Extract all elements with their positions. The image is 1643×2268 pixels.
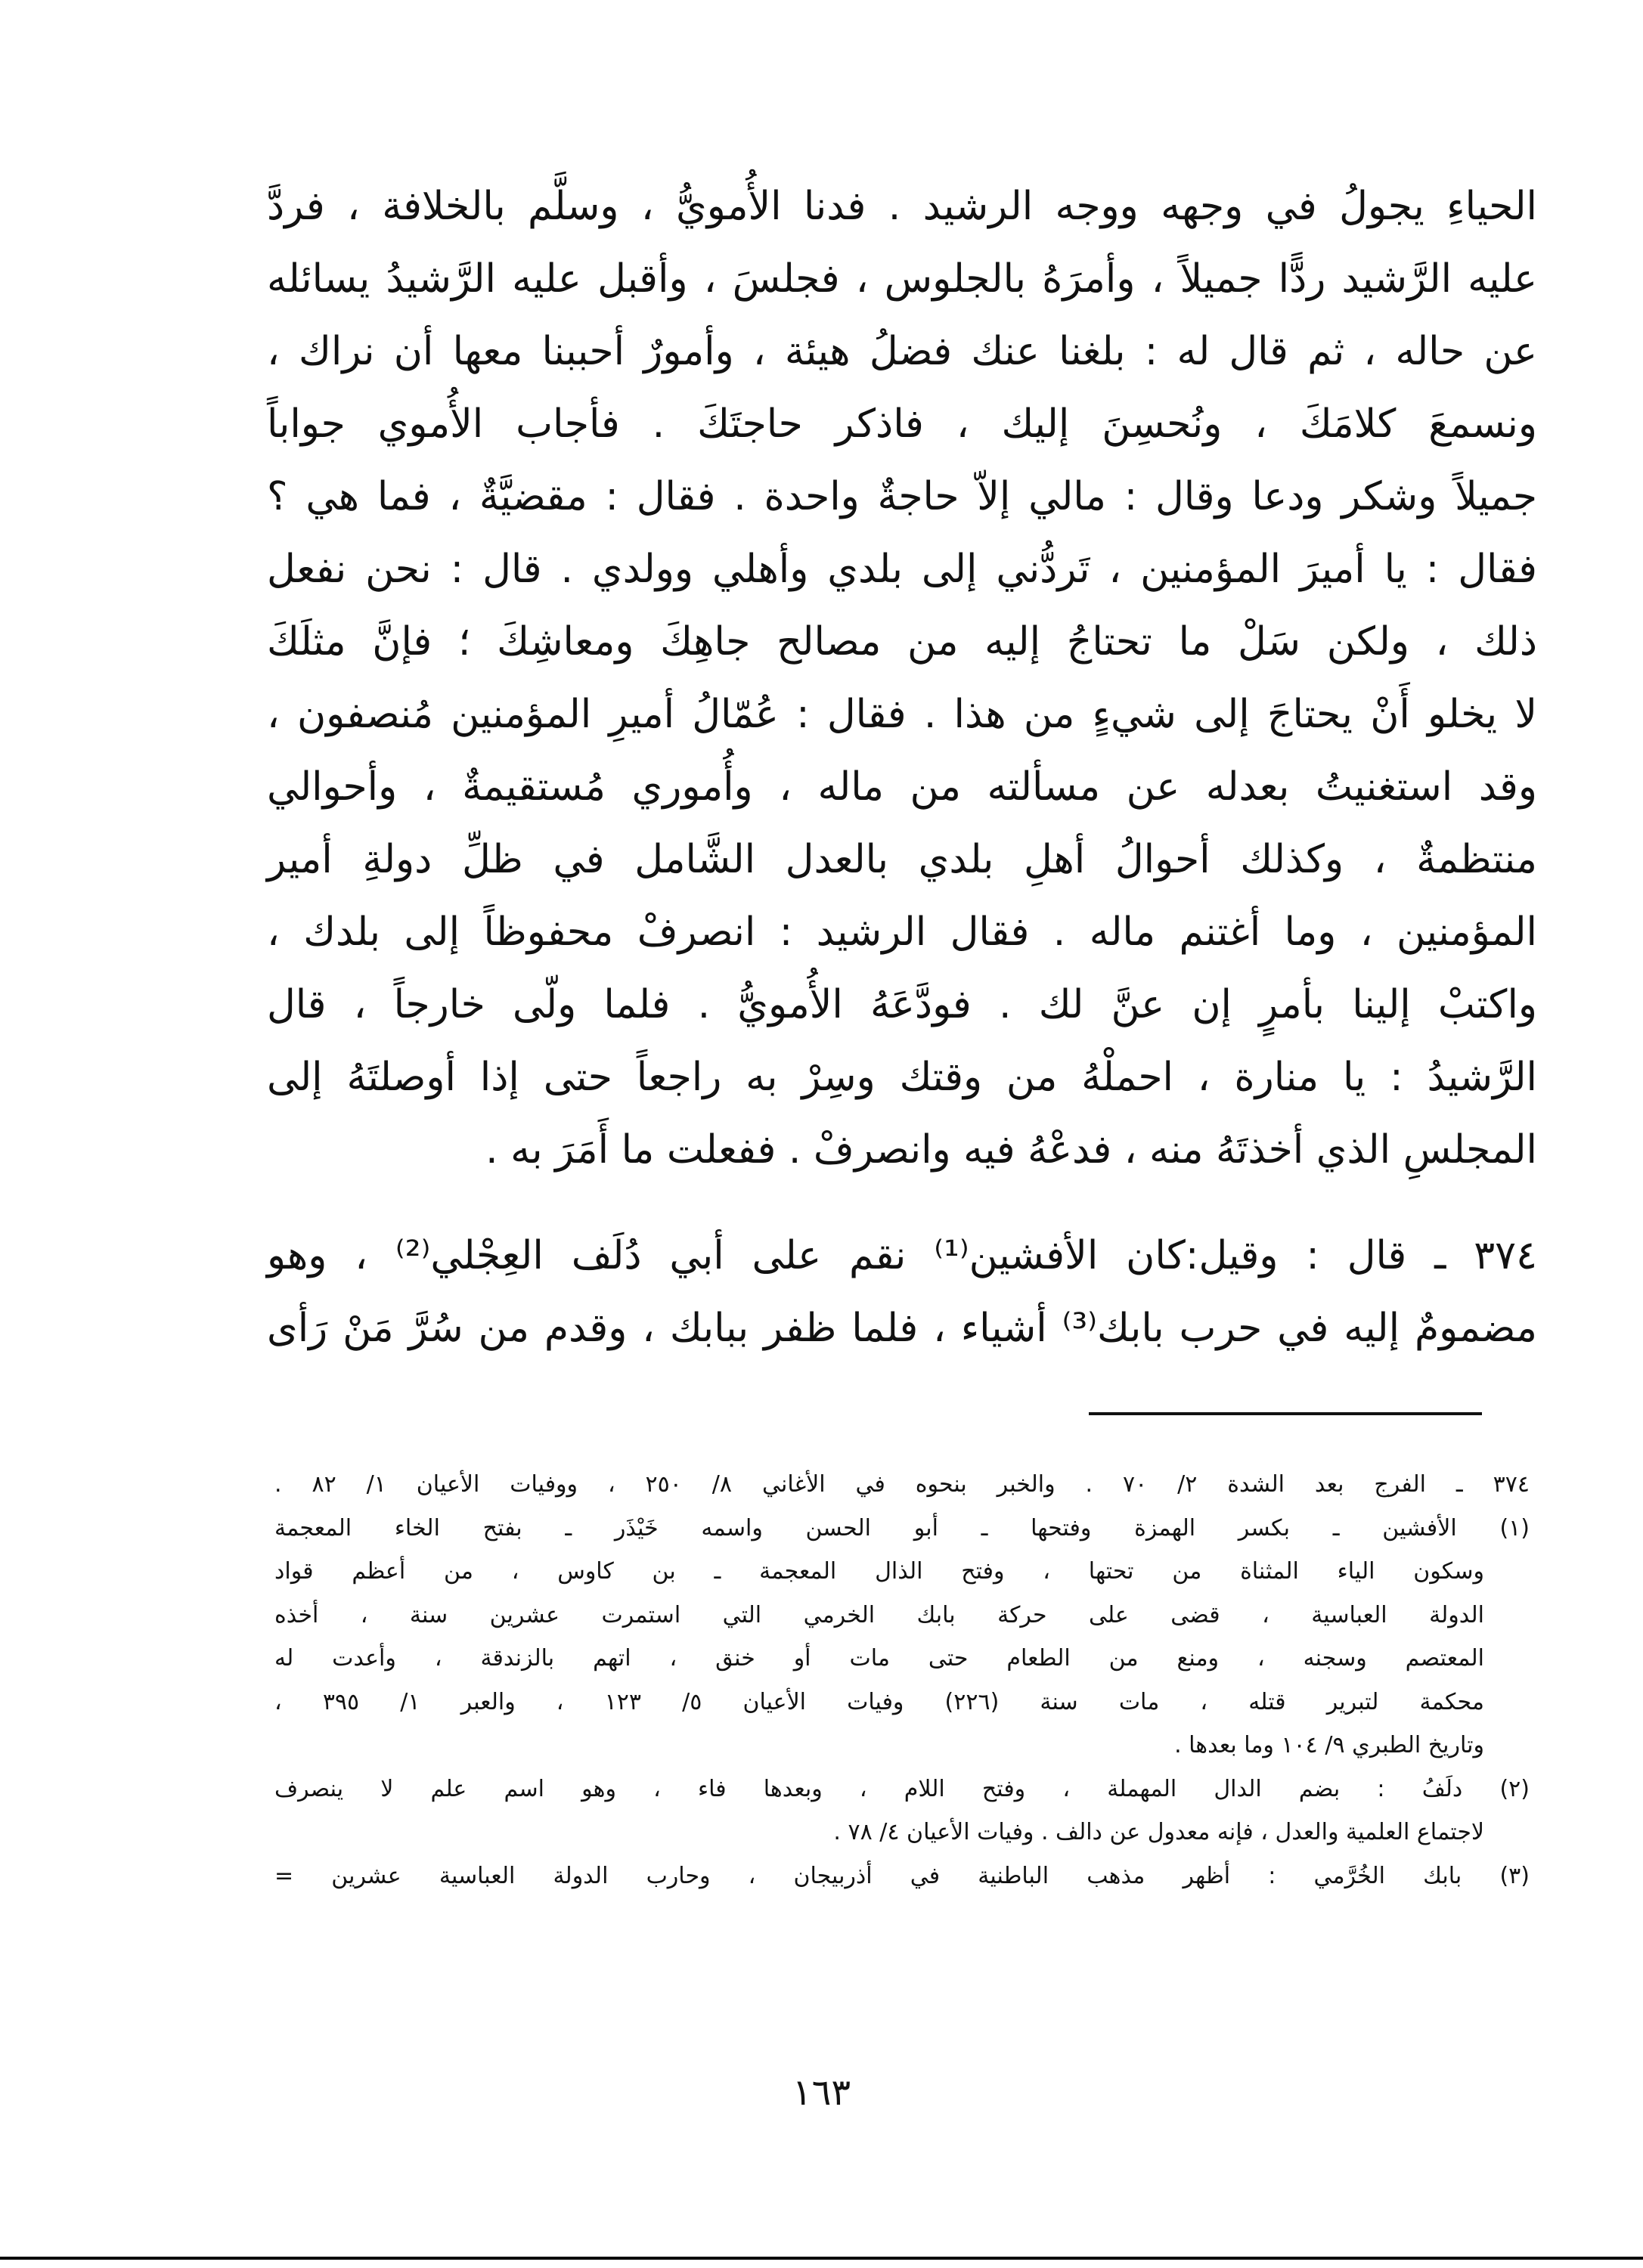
footnote-line: لاجتماع العلمية والعدل ، فإنه معدول عن دالف . وفيات الأعيان ٤/ ٧٨ .	[833, 1819, 1484, 1845]
text-line: المؤمنين ، وما أغتنم ماله . فقال الرشيد : انصرفْ محفوظاً إلى بلدك ،	[267, 909, 1537, 955]
story-line: ٣٧٤ ـ قال : وقيل:كان الأفشين⁽¹⁾ نقم على أبي دُلَف العِجْلي⁽²⁾ ، وهو	[267, 1233, 1537, 1278]
text-line: لا يخلو أَنْ يحتاجَ إلى شيءٍ من هذا . فقال : عُمّالُ أميرِ المؤمنين مُنصفون ،	[267, 692, 1537, 737]
main-text-block	[267, 170, 1537, 1365]
text-line: عليه الرَّشيد ردًّا جميلاً ، وأمرَهُ بالجلوس ، فجلسَ ، وأقبل عليه الرَّشيدُ يسائله	[267, 256, 1537, 302]
story-line: مضمومٌ إليه في حرب بابك⁽³⁾ أشياء ، فلما ظفر ببابك ، وقدم من سُرَّ مَنْ رَأى	[267, 1306, 1538, 1351]
paragraph-gap	[267, 1186, 1537, 1219]
text-line: المجلسِ الذي أخذتَهُ منه ، فدعْهُ فيه وانصرفْ . ففعلت ما أَمَرَ به .	[485, 1127, 1537, 1173]
text-line: ذلك ، ولكن سَلْ ما تحتاجُ إليه من مصالح جاهِكَ ومعاشِكَ ؛ فإنَّ مثلَكَ	[267, 619, 1537, 665]
footnote-line: وسكون الياء المثناة من تحتها ، وفتح الذال المعجمة ـ بن كاوس ، من أعظم قواد	[274, 1558, 1484, 1585]
footnote-separator	[1089, 1412, 1482, 1415]
text-line: الحياءِ يجولُ في وجهه ووجه الرشيد . فدنا الأُمويُّ ، وسلَّم بالخلافة ، فردَّ	[267, 184, 1537, 229]
text-line: جميلاً وشكر ودعا وقال : مالي إلاّ حاجةٌ واحدة . فقال : مقضيَّةٌ ، فما هي ؟	[267, 474, 1537, 519]
footnote-line: (٣) بابك الخُرَّمي : أظهر مذهب الباطنية في أذربيجان ، وحارب الدولة العباسية عشرين =	[274, 1862, 1530, 1889]
page-number: ١٦٣	[792, 2071, 851, 2114]
footnotes-block	[274, 1463, 1530, 1898]
text-line: منتظمةٌ ، وكذلك أحوالُ أهلِ بلدي بالعدل الشَّامل في ظلِّ دولةِ أمير	[267, 837, 1537, 882]
footnote-line: (١) الأفشين ـ بكسر الهمزة وفتحها ـ أبو الحسن واسمه خَيْذَر ـ بفتح الخاء المعجمة	[274, 1514, 1530, 1541]
text-line: الرَّشيدُ : يا منارة ، احملْهُ من وقتك وسِرْ به راجعاً حتى إذا أوصلتَهُ إلى	[267, 1055, 1537, 1100]
text-line: وقد استغنيتُ بعدله عن مسألته من ماله ، وأُموري مُستقيمةٌ ، وأحوالي	[267, 764, 1537, 810]
footnote-line: (٢) دلَفُ : بضم الدال المهملة ، وفتح اللام ، وبعدها فاء ، وهو اسم علم لا ينصرف	[274, 1775, 1530, 1802]
text-line: فقال : يا أميرَ المؤمنين ، تَردُّني إلى بلدي وأهلي وولدي . قال : نحن نفعل	[267, 547, 1537, 592]
text-line: واكتبْ إلينا بأمرٍ إن عنَّ لك . فودَّعَهُ الأُمويُّ . فلما ولّى خارجاً ، قال	[267, 982, 1537, 1027]
footnote-line: محكمة لتبرير قتله ، مات سنة (٢٢٦) وفيات الأعيان ٥/ ١٢٣ ، والعبر ١/ ٣٩٥ ،	[274, 1688, 1484, 1715]
scan-bottom-border	[0, 2257, 1643, 2260]
text-line: ونسمعَ كلامَكَ ، ونُحسِنَ إليك ، فاذكر حاجتَكَ . فأجاب الأُموي جواباً	[267, 401, 1537, 447]
footnote-line: ٣٧٤ ـ الفرج بعد الشدة ٢/ ٧٠ . والخبر بنحوه في الأغاني ٨/ ٢٥٠ ، ووفيات الأعيان ١/ ٨٢ .	[274, 1471, 1530, 1498]
text-line: عن حاله ، ثم قال له : بلغنا عنك فضلُ هيئة ، وأمورٌ أحببنا معها أن نراك ،	[267, 329, 1537, 374]
footnote-line: المعتصم وسجنه ، ومنع من الطعام حتى مات أو خنق ، اتهم بالزندقة ، وأعدت له	[274, 1645, 1484, 1672]
footnote-line: الدولة العباسية ، قضى على حركة بابك الخرمي التي استمرت عشرين سنة ، أخذه	[274, 1601, 1484, 1628]
footnote-line: وتاريخ الطبري ٩/ ١٠٤ وما بعدها .	[1174, 1732, 1484, 1758]
